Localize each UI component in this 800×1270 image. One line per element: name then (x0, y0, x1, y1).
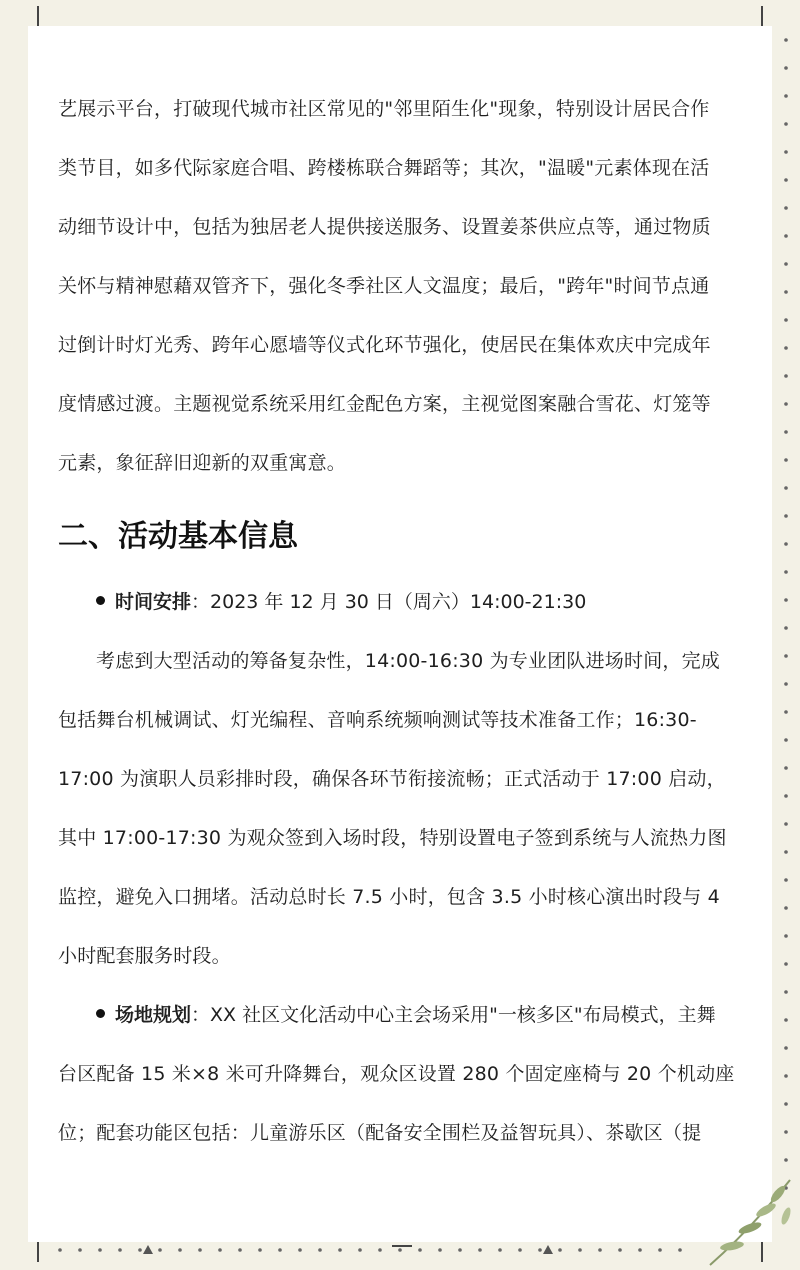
text-line: 艺展示平台，打破现代城市社区常见的"邻里陌生化"现象，特别设计居民合作 (58, 98, 710, 120)
frame-right-border (778, 30, 794, 1240)
text-line: 考虑到大型活动的筹备复杂性，14:00-16:30 为专业团队进场时间，完成 (96, 650, 721, 672)
venue-first-line: ：XX 社区文化活动中心主会场采用"一核多区"布局模式，主舞 (191, 1004, 716, 1026)
leaf-decoration-icon (690, 1170, 800, 1270)
time-value: ：2023 年 12 月 30 日（周六）14:00-21:30 (191, 591, 587, 613)
time-bullet (58, 573, 742, 632)
bullet-icon (96, 1009, 105, 1018)
venue-bullet (58, 986, 742, 1045)
intro-paragraph (58, 80, 742, 493)
text-line: 关怀与精神慰藉双管齐下，强化冬季社区人文温度；最后，"跨年"时间节点通 (58, 275, 710, 297)
section-heading: 二、活动基本信息 (58, 519, 298, 554)
time-label: 时间安排 (115, 591, 192, 613)
text-line: 元素，象征辞旧迎新的双重寓意。 (58, 452, 347, 474)
text-line: 17:00 为演职人员彩排时段，确保各环节衔接流畅；正式活动于 17:00 启动， (58, 768, 726, 790)
text-line: 类节目，如多代际家庭合唱、跨楼栋联合舞蹈等；其次，"温暖"元素体现在活 (58, 157, 710, 179)
text-line: 其中 17:00-17:30 为观众签到入场时段，特别设置电子签到系统与人流热力图 (58, 827, 727, 849)
frame-top-border (0, 6, 800, 26)
venue-label: 场地规划 (115, 1004, 192, 1026)
document-page (28, 26, 772, 1242)
bullet-icon (96, 596, 105, 605)
text-line: 过倒计时灯光秀、跨年心愿墙等仪式化环节强化，使居民在集体欢庆中完成年 (58, 334, 711, 356)
text-line: 台区配备 15 米×8 米可升降舞台，观众区设置 280 个固定座椅与 20 个机动座 (58, 1063, 735, 1085)
text-line: 动细节设计中，包括为独居老人提供接送服务、设置姜茶供应点等，通过物质 (58, 216, 711, 238)
text-line: 位；配套功能区包括：儿童游乐区（配备安全围栏及益智玩具）、茶歇区（提 (58, 1122, 702, 1144)
venue-paragraph (58, 1045, 742, 1163)
time-paragraph (58, 632, 742, 986)
text-line: 度情感过渡。主题视觉系统采用红金配色方案，主视觉图案融合雪花、灯笼等 (58, 393, 711, 415)
text-line: 小时配套服务时段。 (58, 945, 231, 967)
text-line: 监控，避免入口拥堵。活动总时长 7.5 小时，包含 3.5 小时核心演出时段与 4 (58, 886, 720, 908)
frame-bottom-border (0, 1242, 800, 1262)
text-line: 包括舞台机械调试、灯光编程、音响系统频响测试等技术准备工作；16:30- (58, 709, 697, 731)
